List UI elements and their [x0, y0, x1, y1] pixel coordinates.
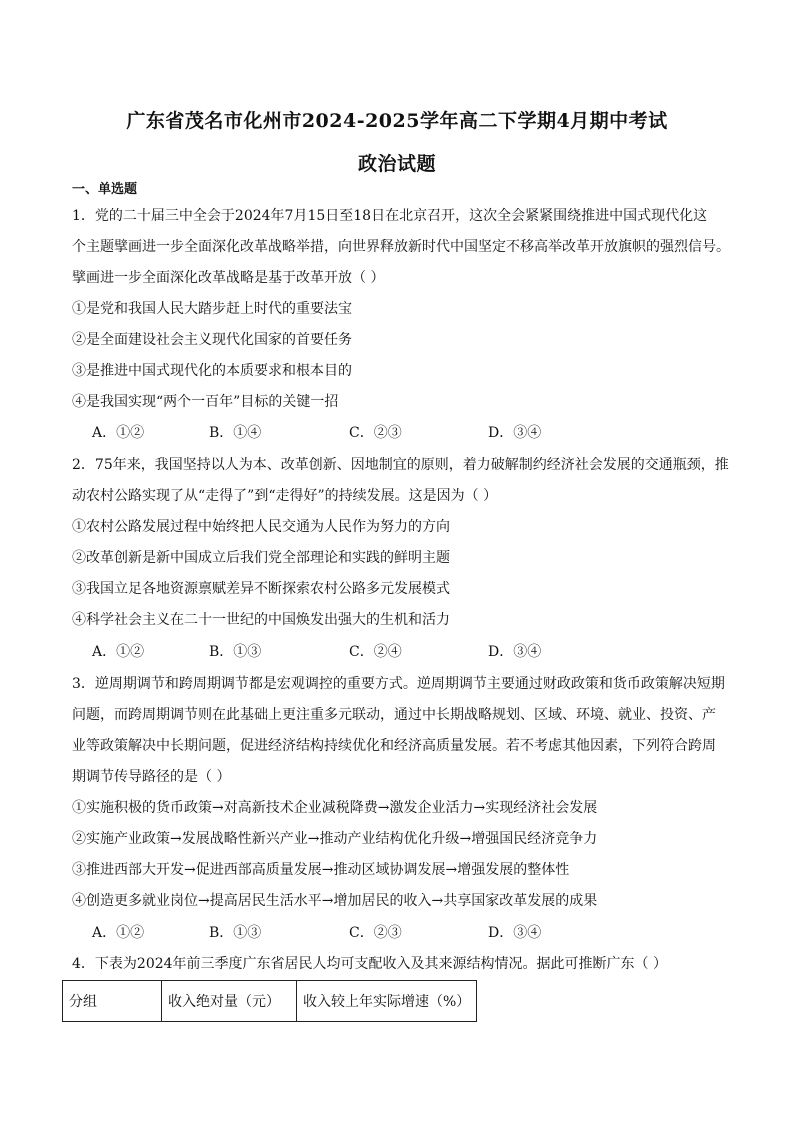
section-label: 一、单选题 — [72, 182, 138, 197]
q3-stem-line-1: 3．逆周期调节和跨周期调节都是宏观调控的重要方式。逆周期调节主要通过财政政策和货币政策解决短期 — [72, 676, 725, 692]
q1-choice-b: B．①④ — [209, 425, 262, 441]
table-header-cell: 分组 — [63, 981, 162, 1022]
q2-choice-d: D．③④ — [488, 644, 542, 660]
table-header-row — [63, 981, 477, 1022]
q1-stem-line-2: 个主题擘画进一步全面深化改革战略举措，向世界释放新时代中国坚定不移高举改革开放旗帜的强烈信号。 — [72, 239, 730, 255]
q2-item-3: ③我国立足各地资源禀赋差异不断探索农村公路多元发展模式 — [72, 581, 450, 597]
q3-choice-d: D．③④ — [488, 925, 542, 941]
q1-item-1: ①是党和我国人民大踏步赶上时代的重要法宝 — [72, 301, 352, 317]
table-header-cell: 收入较上年实际增速（%） — [297, 981, 477, 1022]
q1-item-4: ④是我国实现“两个一百年”目标的关键一招 — [72, 394, 339, 410]
q3-choice-b: B．①③ — [209, 925, 262, 941]
q2-stem-line-2: 动农村公路实现了从“走得了”到“走得好”的持续发展。这是因为（ ） — [72, 488, 498, 504]
q2-choice-c: C．②④ — [349, 644, 402, 660]
q3-item-3: ③推进西部大开发→促进西部高质量发展→推动区域协调发展→增强发展的整体性 — [72, 862, 570, 878]
q2-choice-a: A．①② — [92, 644, 145, 660]
q1-item-3: ③是推进中国式现代化的本质要求和根本目的 — [72, 363, 352, 379]
table-header-cell: 收入绝对量（元） — [162, 981, 297, 1022]
q2-item-1: ①农村公路发展过程中始终把人民交通为人民作为努力的方向 — [72, 519, 450, 535]
q1-choice-c: C．②③ — [349, 425, 402, 441]
q1-choice-d: D．③④ — [488, 425, 542, 441]
q1-choices — [92, 423, 712, 443]
q1-choice-a: A．①② — [92, 425, 145, 441]
q3-stem-line-3: 业等政策解决中长期问题，促进经济结构持续优化和经济高质量发展。若不考虑其他因素，下列符合跨周 — [72, 738, 716, 754]
q3-choice-a: A．①② — [92, 925, 145, 941]
q1-stem-line-3: 擘画进一步全面深化改革战略是基于改革开放（ ） — [72, 270, 385, 286]
q4-stem-line-1: 4．下表为2024年前三季度广东省居民人均可支配收入及其来源结构情况。据此可推断广东（ ） — [72, 956, 667, 972]
q1-stem-line-1: 1．党的二十届三中全会于2024年7月15日至18日在北京召开，这次全会紧紧围绕推进中国式现代化这 — [72, 208, 708, 224]
q3-item-4: ④创造更多就业岗位→提高居民生活水平→增加居民的收入→共享国家改革发展的成果 — [72, 893, 598, 909]
q3-item-2: ②实施产业政策→发展战略性新兴产业→推动产业结构优化升级→增强国民经济竞争力 — [72, 831, 598, 847]
exam-subtitle: 政治试题 — [357, 153, 436, 175]
q2-choices — [92, 642, 712, 662]
q2-item-2: ②改革创新是新中国成立后我们党全部理论和实践的鲜明主题 — [72, 550, 450, 566]
q2-choice-b: B．①③ — [209, 644, 262, 660]
income-table — [62, 980, 477, 1022]
q2-stem-line-1: 2．75年来，我国坚持以人为本、改革创新、因地制宜的原则，着力破解制约经济社会发展的交通瓶颈，推 — [72, 457, 729, 473]
q3-stem-line-2: 问题，而跨周期调节则在此基础上更注重多元联动，通过中长期战略规划、区域、环境、就业、投资、产 — [72, 707, 716, 723]
q3-stem-line-4: 期调节传导路径的是（ ） — [72, 769, 231, 785]
q1-item-2: ②是全面建设社会主义现代化国家的首要任务 — [72, 332, 352, 348]
q2-item-4: ④科学社会主义在二十一世纪的中国焕发出强大的生机和活力 — [72, 612, 450, 628]
exam-title: 广东省茂名市化州市2024-2025学年高二下学期4月期中考试 — [126, 110, 668, 132]
q3-choices — [92, 923, 712, 943]
q3-item-1: ①实施积极的货币政策→对高新技术企业减税降费→激发企业活力→实现经济社会发展 — [72, 800, 598, 816]
q3-choice-c: C．②③ — [349, 925, 402, 941]
